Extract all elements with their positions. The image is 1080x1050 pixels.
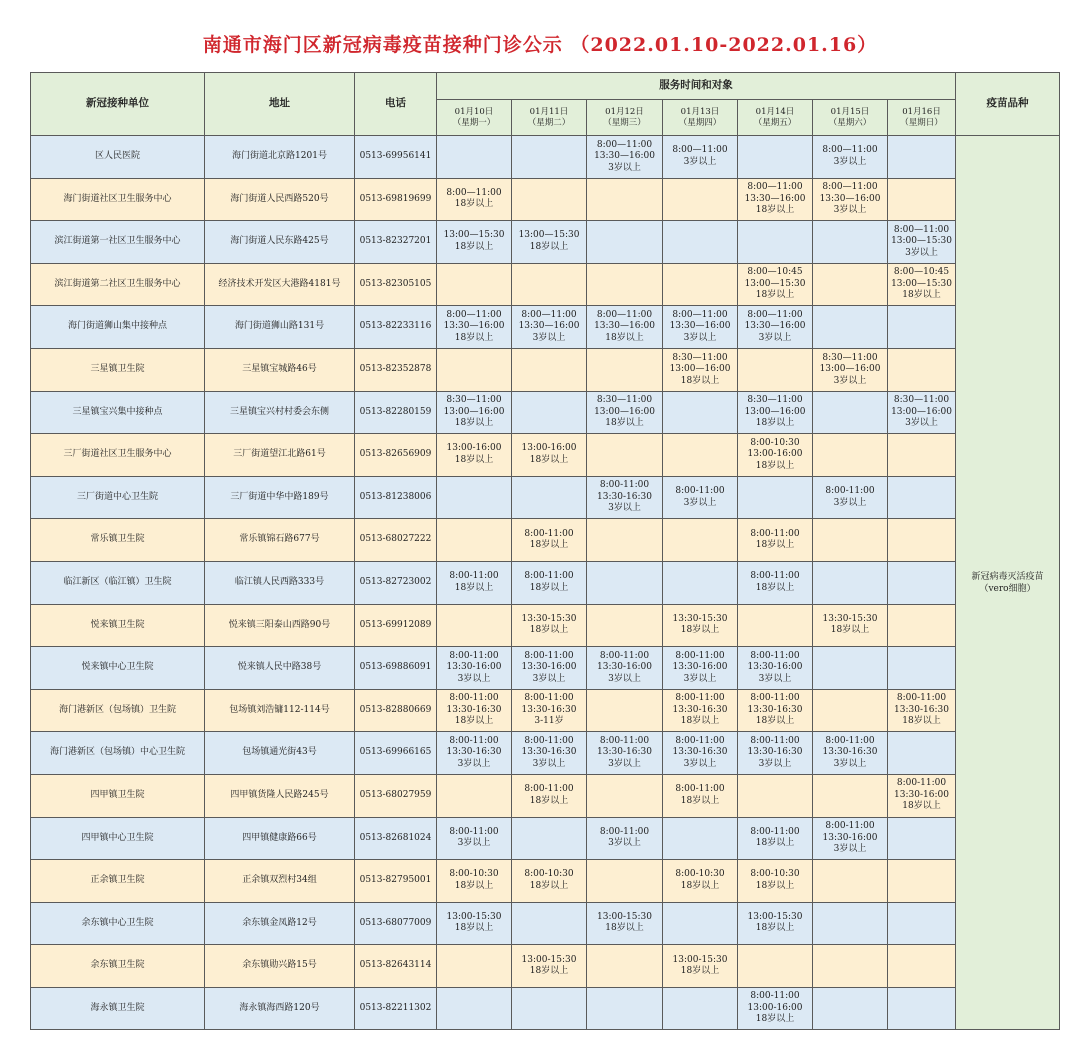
table-row [31,902,1060,945]
schedule-cell [813,263,888,306]
schedule-cell: 8:00-11:00 13:30-16:00 18岁以上 [888,774,956,817]
schedule-cell: 8:00-11:00 18岁以上 [738,817,813,860]
unit-cell: 三星镇卫生院 [31,348,205,391]
schedule-cell [512,817,587,860]
schedule-cell [437,348,512,391]
schedule-cell [512,348,587,391]
schedule-cell [888,476,956,519]
schedule-cell [512,136,587,179]
schedule-cell: 8:00—10:45 13:00—15:30 18岁以上 [888,263,956,306]
address-cell: 包场镇通光街43号 [205,732,355,775]
schedule-cell [587,434,663,477]
table-row [31,263,1060,306]
schedule-cell: 13:00-16:00 18岁以上 [512,434,587,477]
schedule-cell: 8:00-11:00 13:30-16:30 3岁以上 [663,732,738,775]
schedule-cell [888,306,956,349]
schedule-cell: 8:30—11:00 13:00—16:00 18岁以上 [663,348,738,391]
schedule-cell [813,221,888,264]
phone-cell: 0513-68077009 [355,902,437,945]
schedule-cell: 8:30—11:00 13:00—16:00 3岁以上 [813,348,888,391]
address-cell: 海门街道狮山路131号 [205,306,355,349]
schedule-cell: 8:30—11:00 13:00—16:00 18岁以上 [587,391,663,434]
table-row [31,732,1060,775]
schedule-cell [738,774,813,817]
header-day: 01月12日 （星期三） [587,100,663,136]
schedule-cell: 8:00-11:00 18岁以上 [512,774,587,817]
schedule-cell [437,136,512,179]
unit-cell: 四甲镇中心卫生院 [31,817,205,860]
schedule-cell [512,263,587,306]
schedule-cell: 8:00—11:00 13:30—16:00 3岁以上 [512,306,587,349]
table-row [31,817,1060,860]
unit-cell: 悦来镇卫生院 [31,604,205,647]
phone-cell: 0513-68027222 [355,519,437,562]
schedule-cell: 8:00-10:30 18岁以上 [738,860,813,903]
schedule-cell [663,519,738,562]
schedule-cell: 8:00-11:00 13:30-16:30 3岁以上 [738,732,813,775]
schedule-cell [888,902,956,945]
schedule-cell: 8:00-11:00 18岁以上 [738,519,813,562]
schedule-cell [587,604,663,647]
address-cell: 四甲镇货隆人民路245号 [205,774,355,817]
address-cell: 常乐镇锦石路677号 [205,519,355,562]
schedule-cell: 13:00-15:30 18岁以上 [512,945,587,988]
address-cell: 海门街道人民西路520号 [205,178,355,221]
schedule-cell [738,136,813,179]
schedule-cell [813,519,888,562]
schedule-cell [587,519,663,562]
schedule-cell [587,221,663,264]
phone-cell: 0513-69886091 [355,647,437,690]
unit-cell: 海永镇卫生院 [31,987,205,1030]
header-service-time: 服务时间和对象 [437,73,956,100]
address-cell: 悦来镇人民中路38号 [205,647,355,690]
unit-cell: 三星镇宝兴集中接种点 [31,391,205,434]
schedule-cell: 8:00-11:00 13:30-16:30 18岁以上 [888,689,956,732]
header-day: 01月11日 （星期二） [512,100,587,136]
schedule-cell: 8:30—11:00 13:00—16:00 18岁以上 [437,391,512,434]
unit-cell: 余东镇中心卫生院 [31,902,205,945]
schedule-cell [813,306,888,349]
schedule-cell: 8:00—11:00 13:30—16:00 18岁以上 [437,306,512,349]
schedule-cell [512,902,587,945]
schedule-cell [888,136,956,179]
phone-cell: 0513-81238006 [355,476,437,519]
unit-cell: 海门港新区（包场镇）中心卫生院 [31,732,205,775]
schedule-cell [663,561,738,604]
table-row [31,136,1060,179]
unit-cell: 正余镇卫生院 [31,860,205,903]
table-row [31,306,1060,349]
schedule-cell: 8:00-11:00 13:30-16:30 18岁以上 [738,689,813,732]
schedule-cell: 8:00-11:00 3岁以上 [663,476,738,519]
phone-cell: 0513-82352878 [355,348,437,391]
schedule-cell: 8:00-11:00 13:30-16:30 3岁以上 [587,476,663,519]
table-body [31,136,1060,1030]
schedule-cell: 8:00—11:00 13:00—15:30 3岁以上 [888,221,956,264]
schedule-cell: 8:00—11:00 13:30—16:00 3岁以上 [738,306,813,349]
schedule-cell: 8:00—11:00 13:30—16:00 3岁以上 [813,178,888,221]
schedule-cell: 13:00-15:30 18岁以上 [587,902,663,945]
schedule-cell [738,348,813,391]
unit-cell: 余东镇卫生院 [31,945,205,988]
table-row [31,434,1060,477]
schedule-cell [663,391,738,434]
phone-cell: 0513-82795001 [355,860,437,903]
phone-cell: 0513-82880669 [355,689,437,732]
schedule-cell [587,689,663,732]
header-day: 01月14日 （星期五） [738,100,813,136]
header-day: 01月16日 （星期日） [888,100,956,136]
schedule-cell [663,263,738,306]
address-cell: 三厂街道中华中路189号 [205,476,355,519]
schedule-cell: 13:00-16:00 18岁以上 [437,434,512,477]
address-cell: 经济技术开发区大港路4181号 [205,263,355,306]
table-row [31,987,1060,1030]
schedule-cell [888,732,956,775]
header-day: 01月10日 （星期一） [437,100,512,136]
address-cell: 海门街道北京路1201号 [205,136,355,179]
schedule-cell: 13:30-15:30 18岁以上 [512,604,587,647]
schedule-cell: 8:00-11:00 3岁以上 [587,817,663,860]
schedule-cell: 13:00-15:30 18岁以上 [663,945,738,988]
schedule-cell [813,561,888,604]
phone-cell: 0513-82723002 [355,561,437,604]
address-cell: 海门街道人民东路425号 [205,221,355,264]
schedule-cell [738,476,813,519]
phone-cell: 0513-82656909 [355,434,437,477]
schedule-cell: 8:00-11:00 18岁以上 [512,519,587,562]
schedule-cell: 8:00-11:00 13:30-16:30 3-11岁 [512,689,587,732]
schedule-cell: 13:30-15:30 18岁以上 [663,604,738,647]
phone-cell: 0513-69956141 [355,136,437,179]
schedule-cell: 8:00-11:00 18岁以上 [437,561,512,604]
schedule-cell: 8:00-11:00 13:00-16:00 18岁以上 [738,987,813,1030]
schedule-cell: 8:00—11:00 13:30—16:00 3岁以上 [587,136,663,179]
schedule-cell [587,561,663,604]
schedule-cell: 8:00-11:00 13:30-16:00 3岁以上 [738,647,813,690]
header-day: 01月13日 （星期四） [663,100,738,136]
schedule-cell [512,178,587,221]
address-cell: 三厂街道望江北路61号 [205,434,355,477]
schedule-cell [587,178,663,221]
address-cell: 四甲镇健康路66号 [205,817,355,860]
header-phone: 电话 [355,73,437,136]
schedule-cell: 8:00—11:00 3岁以上 [813,136,888,179]
phone-cell: 0513-82280159 [355,391,437,434]
schedule-cell [888,987,956,1030]
table-row [31,774,1060,817]
schedule-cell [437,604,512,647]
schedule-cell: 8:00-10:30 13:00-16:00 18岁以上 [738,434,813,477]
schedule-cell [738,945,813,988]
schedule-cell [587,263,663,306]
table-row [31,391,1060,434]
unit-cell: 滨江街道第一社区卫生服务中心 [31,221,205,264]
header-vaccine: 疫苗品种 [956,73,1060,136]
unit-cell: 滨江街道第二社区卫生服务中心 [31,263,205,306]
schedule-cell [888,860,956,903]
schedule-cell [813,391,888,434]
schedule-cell: 8:00-11:00 13:30-16:30 3岁以上 [587,732,663,775]
schedule-cell: 8:00—11:00 3岁以上 [663,136,738,179]
schedule-cell [813,647,888,690]
table-row [31,860,1060,903]
schedule-cell [587,348,663,391]
schedule-cell [738,604,813,647]
schedule-cell: 8:00-11:00 13:30-16:00 3岁以上 [437,647,512,690]
schedule-cell: 8:00-11:00 13:30-16:30 3岁以上 [813,732,888,775]
address-cell: 正余镇双烈村34组 [205,860,355,903]
schedule-cell [663,817,738,860]
schedule-cell [813,434,888,477]
schedule-cell: 13:00—15:30 18岁以上 [437,221,512,264]
schedule-cell [813,860,888,903]
table-row [31,476,1060,519]
schedule-cell: 8:00—10:45 13:00—15:30 18岁以上 [738,263,813,306]
page-title: 南通市海门区新冠病毒疫苗接种门诊公示 （2022.01.10-2022.01.16） [202,34,878,56]
schedule-cell [587,945,663,988]
phone-cell: 0513-82643114 [355,945,437,988]
table-row [31,561,1060,604]
schedule-cell [738,221,813,264]
schedule-cell: 8:00-10:30 18岁以上 [512,860,587,903]
address-cell: 三星镇宝兴村村委会东侧 [205,391,355,434]
schedule-cell: 8:00-11:00 18岁以上 [512,561,587,604]
schedule-cell: 13:00-15:30 18岁以上 [437,902,512,945]
table-row [31,348,1060,391]
table-row [31,221,1060,264]
phone-cell: 0513-68027959 [355,774,437,817]
schedule-cell [888,178,956,221]
unit-cell: 三厂街道中心卫生院 [31,476,205,519]
header-address: 地址 [205,73,355,136]
schedule-cell [813,689,888,732]
schedule-cell: 13:30-15:30 18岁以上 [813,604,888,647]
schedule-cell [663,434,738,477]
schedule-cell [663,178,738,221]
schedule-cell [512,987,587,1030]
schedule-cell [813,987,888,1030]
address-cell: 悦来镇三阳泰山西路90号 [205,604,355,647]
address-cell: 海永镇海西路120号 [205,987,355,1030]
schedule-cell: 8:30—11:00 13:00—16:00 18岁以上 [738,391,813,434]
schedule-cell: 8:00-11:00 13:30-16:00 3岁以上 [587,647,663,690]
unit-cell: 临江新区（临江镇）卫生院 [31,561,205,604]
schedule-cell [437,263,512,306]
address-cell: 余东镇金凤路12号 [205,902,355,945]
unit-cell: 海门港新区（包场镇）卫生院 [31,689,205,732]
table-row [31,647,1060,690]
schedule-cell [663,221,738,264]
table-row [31,604,1060,647]
schedule-cell: 8:00-11:00 13:30-16:30 18岁以上 [663,689,738,732]
unit-cell: 常乐镇卫生院 [31,519,205,562]
schedule-cell [512,476,587,519]
phone-cell: 0513-82305105 [355,263,437,306]
schedule-cell: 8:00-11:00 18岁以上 [738,561,813,604]
phone-cell: 0513-82681024 [355,817,437,860]
schedule-cell [587,860,663,903]
phone-cell: 0513-82211302 [355,987,437,1030]
phone-cell: 0513-69966165 [355,732,437,775]
schedule-cell [888,604,956,647]
unit-cell: 区人民医院 [31,136,205,179]
address-cell: 临江镇人民西路333号 [205,561,355,604]
table-row [31,689,1060,732]
schedule-cell [663,987,738,1030]
header-row-top [31,73,1060,100]
schedule-cell [437,476,512,519]
phone-cell: 0513-69912089 [355,604,437,647]
schedule-cell [888,945,956,988]
phone-cell: 0513-82233116 [355,306,437,349]
schedule-cell [437,987,512,1030]
address-cell: 包场镇刘浩镛112-114号 [205,689,355,732]
unit-cell: 四甲镇卫生院 [31,774,205,817]
schedule-cell: 8:00-11:00 13:30-16:00 3岁以上 [663,647,738,690]
schedule-cell [663,902,738,945]
unit-cell: 海门街道社区卫生服务中心 [31,178,205,221]
schedule-cell [888,519,956,562]
address-cell: 三星镇宝城路46号 [205,348,355,391]
schedule-cell: 8:00-11:00 3岁以上 [813,476,888,519]
phone-cell: 0513-69819699 [355,178,437,221]
header-unit: 新冠接种单位 [31,73,205,136]
schedule-cell [587,987,663,1030]
schedule-cell: 8:00-11:00 13:30-16:00 3岁以上 [813,817,888,860]
schedule-cell: 13:00-15:30 18岁以上 [738,902,813,945]
unit-cell: 悦来镇中心卫生院 [31,647,205,690]
schedule-cell [888,434,956,477]
schedule-cell [512,391,587,434]
schedule-cell [813,902,888,945]
schedule-cell: 8:00-11:00 18岁以上 [663,774,738,817]
phone-cell: 0513-82327201 [355,221,437,264]
schedule-cell: 8:00-11:00 13:30-16:00 3岁以上 [512,647,587,690]
schedule-cell [888,348,956,391]
schedule-cell: 8:00—11:00 13:30—16:00 18岁以上 [738,178,813,221]
schedule-cell [437,945,512,988]
schedule-cell: 8:00-10:30 18岁以上 [663,860,738,903]
schedule-cell [813,774,888,817]
schedule-cell: 8:00-11:00 13:30-16:30 3岁以上 [437,732,512,775]
header-day: 01月15日 （星期六） [813,100,888,136]
schedule-cell [888,817,956,860]
schedule-cell: 8:00-11:00 13:30-16:30 3岁以上 [512,732,587,775]
schedule-cell [437,774,512,817]
schedule-cell: 8:30—11:00 13:00—16:00 3岁以上 [888,391,956,434]
schedule-cell [888,647,956,690]
schedule-cell: 8:00-11:00 3岁以上 [437,817,512,860]
vaccine-type-cell: 新冠病毒灭活疫苗 （vero细胞） [956,136,1060,1030]
schedule-cell: 8:00—11:00 18岁以上 [437,178,512,221]
schedule-cell: 13:00—15:30 18岁以上 [512,221,587,264]
address-cell: 余东镇勋兴路15号 [205,945,355,988]
schedule-cell: 8:00—11:00 13:30—16:00 3岁以上 [663,306,738,349]
schedule-cell: 8:00-11:00 13:30-16:30 18岁以上 [437,689,512,732]
unit-cell: 海门街道狮山集中接种点 [31,306,205,349]
table-row [31,519,1060,562]
unit-cell: 三厂街道社区卫生服务中心 [31,434,205,477]
schedule-cell [437,519,512,562]
vaccination-schedule-table [30,72,1060,1030]
schedule-cell [813,945,888,988]
schedule-cell [888,561,956,604]
schedule-cell [587,774,663,817]
schedule-cell: 8:00-10:30 18岁以上 [437,860,512,903]
schedule-cell: 8:00—11:00 13:30—16:00 18岁以上 [587,306,663,349]
table-row [31,178,1060,221]
table-row [31,945,1060,988]
